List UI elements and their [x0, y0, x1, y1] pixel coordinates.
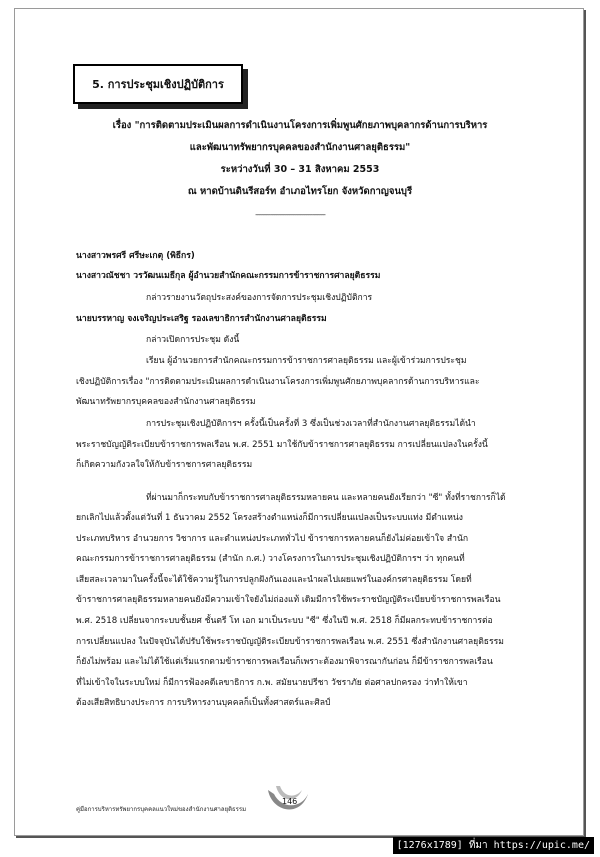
- divider: -------------------------------------: [255, 210, 325, 219]
- body-line: การเปลี่ยนแปลง ในปัจจุบันได้ปรับใช้พระราชบัญญัติระเบียบข้าราชการพลเรือน พ.ศ. 2551 ซึ่งสำนักงานศาลยุติธรรม: [76, 637, 504, 647]
- body-line: พ.ศ. 2518 เปลี่ยนจากระบบชั้นยศ ชั้นตรี โท เอก มาเป็นระบบ "ซี" ซึ่งในปี พ.ศ. 2518 ก็มีผลกระทบข้าราชการต่อ: [76, 616, 493, 626]
- body-line: ที่ผ่านมาก็กระทบกับข้าราชการศาลยุติธรรมหลายคน และหลายคนยังเรียกว่า "ซี" ทั้งที่ราชการก็ได้: [146, 493, 506, 503]
- body-line: ข้าราชการศาลยุติธรรมหลายคนยังมีความเข้าใจยังไม่ถ่องแท้ เดิมมีการใช้พระราชบัญญัติระเบียบข้าราชการพลเรือน: [76, 595, 501, 605]
- body-line: พระราชบัญญัติระเบียบข้าราชการพลเรือน พ.ศ. 2551 มาใช้กับข้าราชการศาลยุติธรรม การเปลี่ยนแปลงในครั้งนี้: [76, 440, 488, 450]
- title-line-4: ณ หาดบ้านดินรีสอร์ท อำเภอไทรโยก จังหวัดกาญจนบุรี: [187, 186, 413, 197]
- page-number: 146: [282, 797, 298, 806]
- section-heading-box: [73, 64, 243, 104]
- body-line: ก็ยังไม่พร้อม และไม่ได้ใช้แต่เริ่มแรกตามข้าราชการพลเรือนก็เพราะต้องมาพิจารณากันก่อน ก็มีข้าราชการพลเรือน: [76, 657, 493, 667]
- title-line-1: เรื่อง "การติดตามประเมินผลการดำเนินงานโครงการเพิ่มพูนศักยภาพบุคลากรด้านการบริหาร: [112, 120, 488, 131]
- body-line: นางสาวพรศรี ศรีษะเกตุ (พิธีกร): [76, 251, 195, 261]
- section-heading: 5. การประชุมเชิงปฏิบัติการ: [92, 78, 224, 91]
- body-line: คณะกรรมการข้าราชการศาลยุติธรรม (สำนัก ก.ศ.) วางโครงการในการประชุมเชิงปฏิบัติการฯ ว่า ทุกคนที่: [76, 554, 465, 564]
- title-line-2: และพัฒนาทรัพยากรบุคคลของสำนักงานศาลยุติธรรม": [189, 142, 411, 153]
- body-line: ประเภทบริหาร อำนวยการ วิชาการ และตำแหน่งประเภททั่วไป ข้าราชการหลายคนก็ยังไม่ค่อยเข้าใจ สำนัก: [76, 534, 469, 544]
- body-line: พัฒนาทรัพยากรบุคคลของสำนักงานศาลยุติธรรม: [76, 397, 256, 407]
- body-line: นายบรรหาญ จงเจริญประเสริฐ รองเลขาธิการสำนักงานศาลยุติธรรม: [76, 314, 327, 324]
- body-line: เชิงปฏิบัติการเรื่อง "การติดตามประเมินผลการดำเนินงานโครงการเพิ่มพูนศักยภาพบุคลากรด้านการบริหารและ: [76, 377, 480, 387]
- body-line: ต้องเสียสิทธิบางประการ การบริหารงานบุคคลก็เป็นทั้งศาสตร์และศิลป์: [76, 698, 331, 708]
- body-line: ที่ไม่เข้าใจในระบบใหม่ ก็มีการฟ้องคดีเลขาธิการ ก.พ. สมัยนายปรีชา วัชราภัย ต่อศาลปกครอง ว่าทำให้เขา: [76, 678, 468, 688]
- body-line: ก็เกิดความกังวลใจให้กับข้าราชการศาลยุติธรรม: [76, 460, 253, 470]
- watermark: [1276x1789] ที่มา https://upic.me/: [393, 837, 594, 854]
- body-line: ยกเลิกไปแล้วตั้งแต่วันที่ 1 ธันวาคม 2552 โครงสร้างตำแหน่งก็มีการเปลี่ยนแปลงเป็นระบบแท่ง มีตำแหน่ง: [76, 513, 463, 523]
- body-line: เรียน ผู้อำนวยการสำนักคณะกรรมการข้าราชการศาลยุติธรรม และผู้เข้าร่วมการประชุม: [146, 356, 467, 366]
- footer-text: คู่มือการบริหารทรัพยากรบุคคลแนวใหม่ของสำนักงานศาลยุติธรรม: [76, 806, 247, 813]
- body-line: กล่าวเปิดการประชุม ดังนี้: [146, 335, 240, 345]
- body-line: เสียสละเวลามาในครั้งนี้จะได้ใช้ความรู้ในการปลูกฝังกันเองและนำผลไปเผยแพร่ในองค์กรศาลยุติธรรม โดยที่: [76, 575, 472, 585]
- title-line-3: ระหว่างวันที่ 30 – 31 สิงหาคม 2553: [220, 164, 380, 175]
- body-line: นางสาวณัชชา วรวัฒนเมธีกุล ผู้อำนวยสำนักคณะกรรมการข้าราชการศาลยุติธรรม: [76, 271, 381, 281]
- body-line: กล่าวรายงานวัตถุประสงค์ของการจัดการประชุมเชิงปฏิบัติการ: [146, 293, 373, 303]
- body-line: การประชุมเชิงปฏิบัติการฯ ครั้งนี้เป็นครั้งที่ 3 ซึ่งเป็นช่วงเวลาที่สำนักงานศาลยุติธรรมได้นำ: [146, 419, 476, 429]
